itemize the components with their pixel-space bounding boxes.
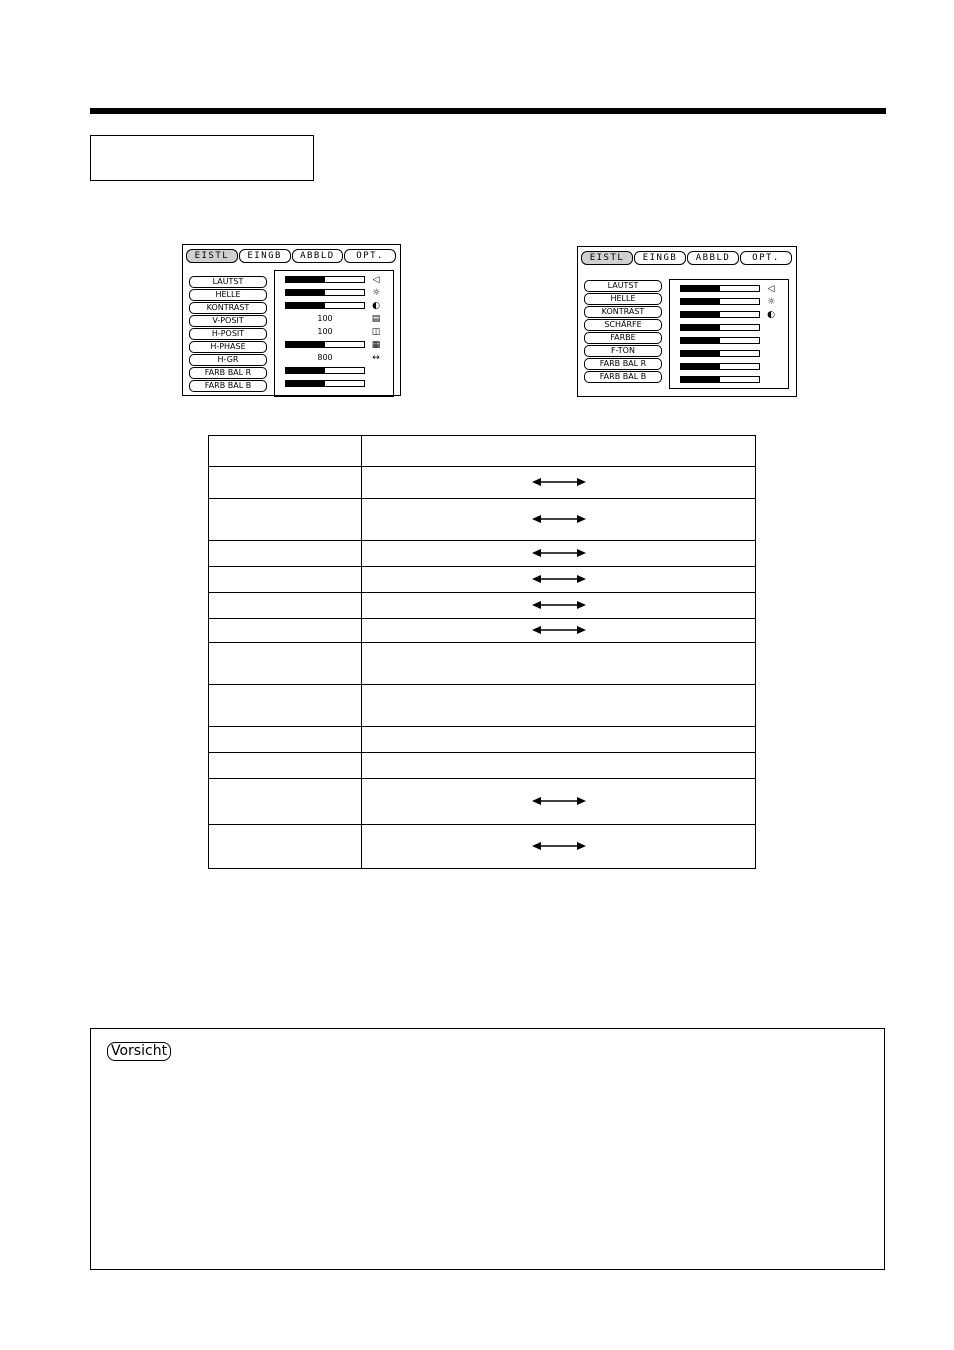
level-bar[interactable] <box>680 337 760 344</box>
table-row <box>209 467 756 499</box>
osd-label-column <box>189 276 267 393</box>
osd-item-row <box>285 340 385 350</box>
double-arrow-icon <box>532 624 586 636</box>
table-cell-item <box>209 541 362 567</box>
sun-icon: ☼ <box>371 288 381 298</box>
table-row <box>209 499 756 541</box>
table-row <box>209 685 756 727</box>
osd-item-row <box>680 375 780 385</box>
double-arrow-icon <box>532 795 586 807</box>
table-cell-range <box>362 779 756 825</box>
table-cell-range <box>362 685 756 727</box>
level-bar[interactable] <box>680 324 760 331</box>
table-row <box>209 825 756 869</box>
osd-item-value: 800 <box>317 353 333 362</box>
level-bar-fill <box>681 364 720 369</box>
table-cell-item <box>209 593 362 619</box>
level-bar[interactable] <box>680 311 760 318</box>
speaker-icon: ◁ <box>372 275 380 285</box>
table-cell-range <box>362 619 756 643</box>
osd-tab[interactable]: EINGB <box>634 251 686 265</box>
speaker-icon: ◁ <box>767 284 775 294</box>
level-bar-fill <box>681 377 720 382</box>
table-cell-range <box>362 541 756 567</box>
osd-item-value: 100 <box>317 327 333 336</box>
osd-item-label[interactable]: LAUTST <box>584 280 662 292</box>
adjustment-table <box>208 435 756 869</box>
osd-item-label[interactable]: HELLE <box>584 293 662 305</box>
table-row <box>209 619 756 643</box>
table-cell-item <box>209 499 362 541</box>
table-cell-item <box>209 825 362 869</box>
table-cell-item <box>209 467 362 499</box>
osd-item-label[interactable]: H-POSIT <box>189 328 267 340</box>
level-bar-fill <box>286 381 325 386</box>
table-cell-item <box>209 727 362 753</box>
double-arrow-icon <box>532 476 586 488</box>
double-arrow-icon <box>532 547 586 559</box>
osd-tab[interactable]: ABBLD <box>687 251 739 265</box>
h-position-icon: ◫ <box>371 327 381 337</box>
osd-value-panel <box>669 279 789 389</box>
table-cell-range <box>362 753 756 779</box>
table-row <box>209 779 756 825</box>
osd-item-row <box>680 349 780 359</box>
osd-tab[interactable]: OPT. <box>740 251 792 265</box>
table-cell-range <box>362 727 756 753</box>
contrast-icon: ◐ <box>767 310 775 320</box>
table-cell-range <box>362 499 756 541</box>
level-bar[interactable] <box>285 367 365 374</box>
table-cell-range <box>362 593 756 619</box>
v-position-icon: ▤ <box>371 314 381 324</box>
double-arrow-icon <box>532 513 586 525</box>
osd-item-row <box>680 362 780 372</box>
osd-menu-video <box>577 246 797 397</box>
osd-item-row <box>285 288 385 298</box>
level-bar-fill <box>681 325 720 330</box>
osd-item-label[interactable]: FARBE <box>584 332 662 344</box>
osd-tab[interactable]: ABBLD <box>292 249 344 263</box>
osd-item-label[interactable]: F-TON <box>584 345 662 357</box>
osd-item-label[interactable]: FARB BAL B <box>584 371 662 383</box>
table-cell-item <box>209 753 362 779</box>
sun-icon: ☼ <box>766 297 776 307</box>
level-bar[interactable] <box>680 285 760 292</box>
level-bar-fill <box>286 303 325 308</box>
osd-item-row <box>680 284 780 294</box>
osd-item-label[interactable]: KONTRAST <box>584 306 662 318</box>
osd-item-row <box>680 297 780 307</box>
caution-box <box>90 1028 885 1270</box>
section-title-box <box>90 135 314 181</box>
osd-tab-bar <box>186 249 397 263</box>
table-row <box>209 567 756 593</box>
table-cell-item <box>209 685 362 727</box>
level-bar-fill <box>681 286 720 291</box>
osd-item-row <box>680 323 780 333</box>
osd-item-row <box>285 366 385 376</box>
table-cell-item <box>209 619 362 643</box>
osd-item-row <box>285 353 385 363</box>
osd-item-label[interactable]: V-POSIT <box>189 315 267 327</box>
table-cell-item <box>209 779 362 825</box>
level-bar[interactable] <box>285 341 365 348</box>
osd-tab[interactable]: EISTL <box>581 251 633 265</box>
table-row <box>209 593 756 619</box>
double-arrow-icon <box>532 840 586 852</box>
level-bar-fill <box>286 277 325 282</box>
level-bar[interactable] <box>680 298 760 305</box>
table-row <box>209 541 756 567</box>
table-cell-range <box>362 567 756 593</box>
table-cell-item <box>209 567 362 593</box>
osd-item-row <box>285 327 385 337</box>
contrast-icon: ◐ <box>372 301 380 311</box>
osd-item-label[interactable]: FARB BAL B <box>189 380 267 392</box>
table-row <box>209 753 756 779</box>
level-bar[interactable] <box>285 380 365 387</box>
table-cell-range <box>362 467 756 499</box>
level-bar-fill <box>681 299 720 304</box>
top-rule <box>90 108 886 114</box>
osd-item-row <box>285 314 385 324</box>
osd-item-row <box>680 310 780 320</box>
osd-item-label[interactable]: KONTRAST <box>189 302 267 314</box>
level-bar[interactable] <box>285 276 365 283</box>
osd-item-label[interactable]: H-GR <box>189 354 267 366</box>
level-bar-fill <box>681 351 720 356</box>
caution-badge: Vorsicht <box>107 1042 171 1061</box>
h-size-icon: ↔ <box>372 353 380 363</box>
phase-icon: ▦ <box>371 340 381 350</box>
osd-tab[interactable]: EINGB <box>239 249 291 263</box>
osd-item-value: 100 <box>317 314 333 323</box>
level-bar[interactable] <box>680 376 760 383</box>
osd-tab[interactable]: EISTL <box>186 249 238 263</box>
osd-item-label[interactable]: SCHÄRFE <box>584 319 662 331</box>
table-cell-range <box>362 643 756 685</box>
osd-label-column <box>584 280 662 384</box>
double-arrow-icon <box>532 599 586 611</box>
level-bar-fill <box>286 290 325 295</box>
table-cell-range <box>362 436 756 467</box>
osd-item-row <box>285 275 385 285</box>
osd-value-panel <box>274 270 394 397</box>
level-bar-fill <box>681 338 720 343</box>
table-cell-item <box>209 436 362 467</box>
level-bar-fill <box>286 342 325 347</box>
level-bar-fill <box>681 312 720 317</box>
osd-tab[interactable]: OPT. <box>344 249 396 263</box>
level-bar[interactable] <box>285 302 365 309</box>
level-bar[interactable] <box>285 289 365 296</box>
table-cell-range <box>362 825 756 869</box>
osd-item-label[interactable]: FARB BAL R <box>189 367 267 379</box>
osd-item-label[interactable]: HELLE <box>189 289 267 301</box>
table-cell-item <box>209 643 362 685</box>
osd-item-row <box>285 379 385 389</box>
osd-item-label[interactable]: H-PHASE <box>189 341 267 353</box>
osd-menu-pc <box>182 244 401 396</box>
osd-item-label[interactable]: FARB BAL R <box>584 358 662 370</box>
osd-item-row <box>285 301 385 311</box>
level-bar[interactable] <box>680 363 760 370</box>
double-arrow-icon <box>532 573 586 585</box>
table-row <box>209 436 756 467</box>
osd-item-row <box>680 336 780 346</box>
level-bar-fill <box>286 368 325 373</box>
table-row <box>209 727 756 753</box>
table-row <box>209 643 756 685</box>
osd-tab-bar <box>581 251 793 265</box>
level-bar[interactable] <box>680 350 760 357</box>
osd-item-label[interactable]: LAUTST <box>189 276 267 288</box>
